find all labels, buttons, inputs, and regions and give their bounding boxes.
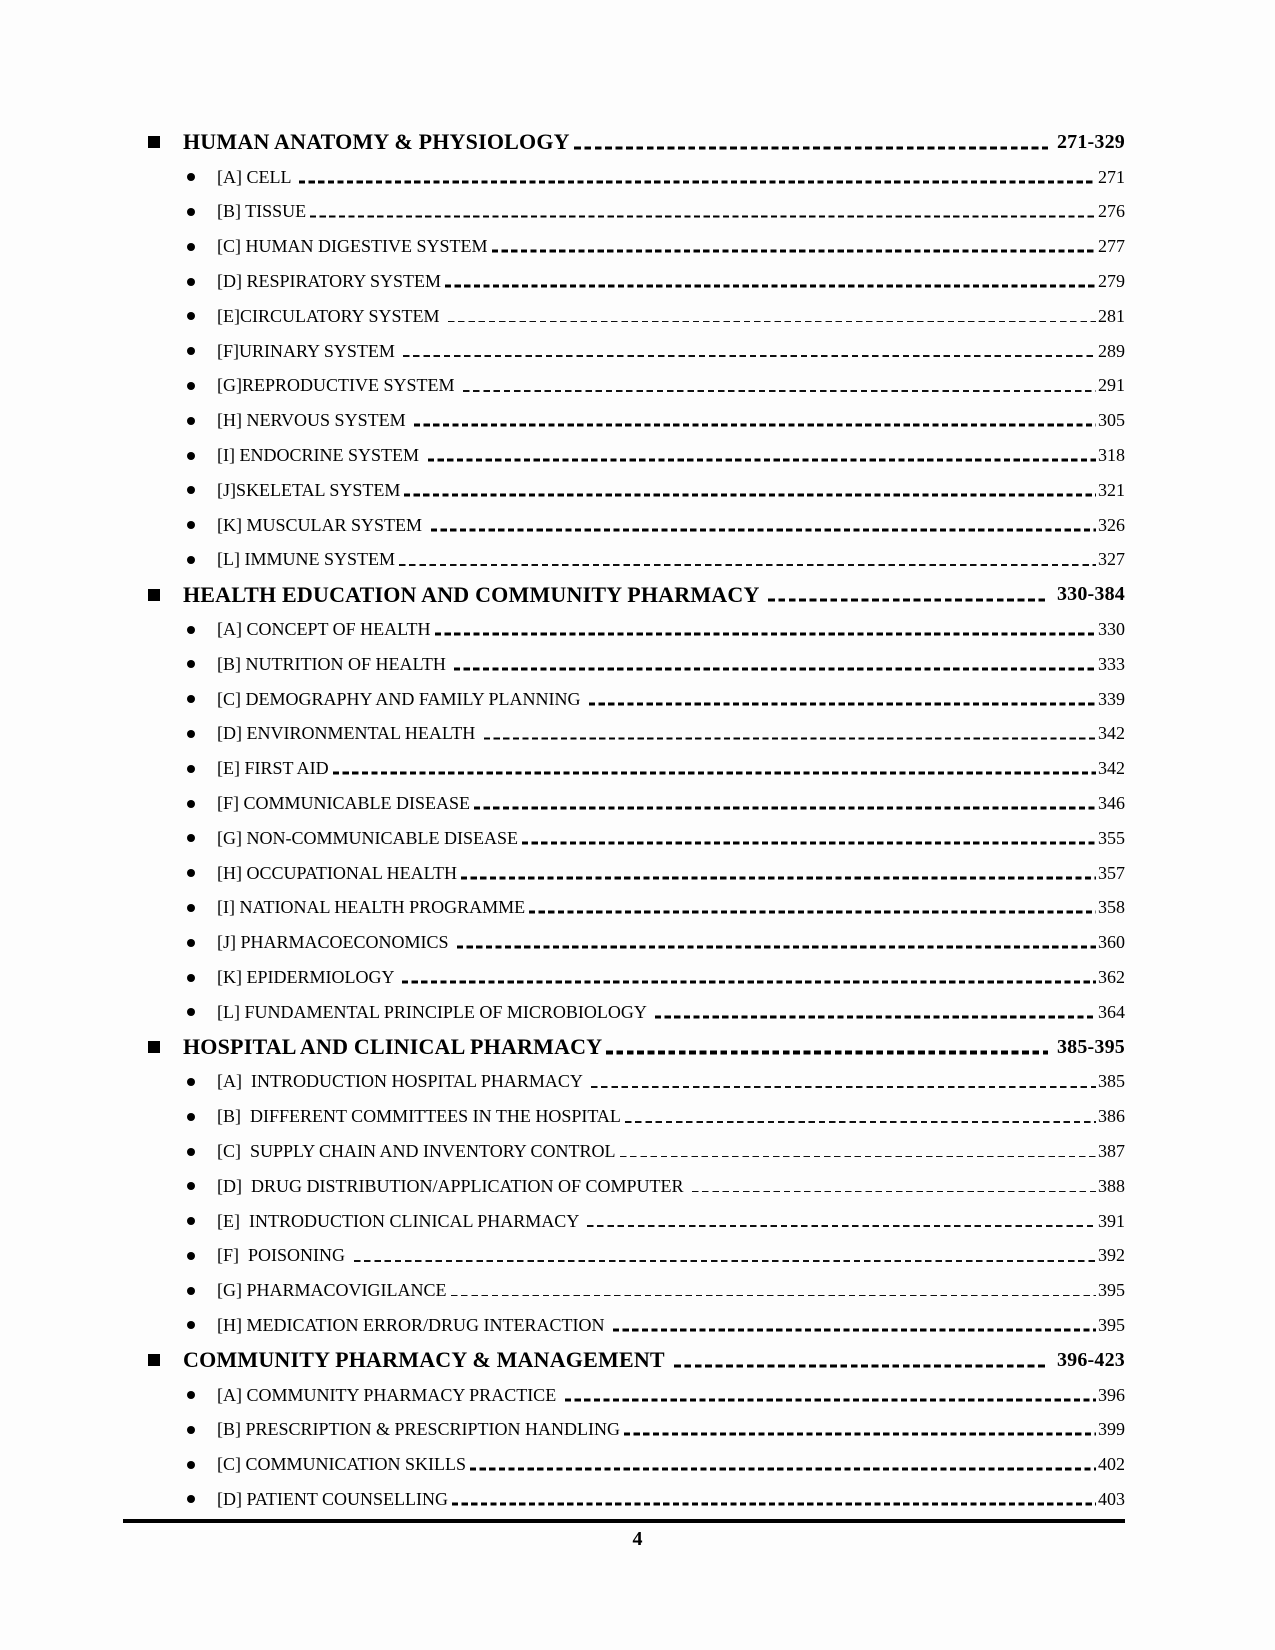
toc-item-label: [L] FUNDAMENTAL PRINCIPLE OF MICROBIOLOGY bbox=[217, 1001, 651, 1022]
footer-divider bbox=[123, 1519, 1125, 1523]
toc-item bbox=[148, 369, 1125, 404]
toc-item bbox=[148, 1134, 1125, 1169]
dot-bullet-icon bbox=[187, 417, 195, 425]
toc-section bbox=[148, 1030, 1125, 1343]
dotted-leader bbox=[574, 146, 1048, 149]
dot-bullet-icon bbox=[187, 800, 195, 808]
toc-item-label: [D] ENVIRONMENTAL HEALTH bbox=[217, 723, 480, 744]
toc-section-title: COMMUNITY PHARMACY & MANAGEMENT bbox=[183, 1347, 671, 1373]
toc-item-page: 402 bbox=[1098, 1454, 1125, 1475]
dotted-leader bbox=[461, 876, 1096, 879]
toc-section-title: HUMAN ANATOMY & PHYSIOLOGY bbox=[183, 129, 570, 155]
toc-item bbox=[148, 1273, 1125, 1308]
toc-item-page: 277 bbox=[1098, 236, 1125, 257]
toc-item-label: [G] PHARMACOVIGILANCE bbox=[217, 1280, 447, 1301]
toc-item-page: 276 bbox=[1098, 201, 1125, 222]
toc-item-page: 385 bbox=[1098, 1071, 1125, 1092]
dot-bullet-icon bbox=[187, 312, 195, 320]
toc-item-label: [K] EPIDERMIOLOGY bbox=[217, 967, 399, 988]
table-of-contents bbox=[148, 125, 1125, 1517]
toc-item-label: [F]URINARY SYSTEM bbox=[217, 340, 400, 361]
toc-item bbox=[148, 717, 1125, 752]
dotted-leader bbox=[474, 807, 1096, 810]
toc-section-page-range: 271-329 bbox=[1056, 130, 1125, 153]
toc-section-items bbox=[148, 1378, 1125, 1517]
toc-item-page: 403 bbox=[1098, 1488, 1125, 1509]
dot-bullet-icon bbox=[187, 765, 195, 773]
toc-item-label: [F] COMMUNICABLE DISEASE bbox=[217, 793, 471, 814]
toc-item-label: [B] NUTRITION OF HEALTH bbox=[217, 653, 451, 674]
dot-bullet-icon bbox=[187, 834, 195, 842]
toc-section-items bbox=[148, 1065, 1125, 1343]
toc-item-label: [B] PRESCRIPTION & PRESCRIPTION HANDLING bbox=[217, 1419, 621, 1440]
toc-item-page: 333 bbox=[1098, 653, 1125, 674]
dot-bullet-icon bbox=[187, 243, 195, 251]
dot-bullet-icon bbox=[187, 695, 195, 703]
dotted-leader bbox=[463, 390, 1096, 392]
square-bullet-icon bbox=[148, 136, 160, 148]
toc-item bbox=[148, 473, 1125, 508]
toc-item-label: [G] NON-COMMUNICABLE DISEASE bbox=[217, 827, 518, 848]
toc-item-label: [C] HUMAN DIGESTIVE SYSTEM bbox=[217, 236, 488, 257]
square-bullet-icon bbox=[148, 589, 160, 601]
toc-section bbox=[148, 577, 1125, 1029]
toc-section-page-range: 330-384 bbox=[1056, 583, 1125, 606]
square-bullet-icon bbox=[148, 1041, 160, 1053]
toc-item bbox=[148, 1065, 1125, 1100]
dotted-leader bbox=[529, 911, 1096, 914]
toc-item bbox=[148, 1204, 1125, 1239]
toc-item-page: 346 bbox=[1098, 793, 1125, 814]
toc-item-label: [I] ENDOCRINE SYSTEM bbox=[217, 445, 424, 466]
dotted-leader bbox=[404, 493, 1096, 496]
toc-item bbox=[148, 682, 1125, 717]
toc-item bbox=[148, 1169, 1125, 1204]
dotted-leader bbox=[454, 667, 1096, 670]
dotted-leader bbox=[492, 250, 1097, 253]
dotted-leader bbox=[435, 633, 1096, 636]
dot-bullet-icon bbox=[187, 347, 195, 355]
dotted-leader bbox=[587, 1225, 1096, 1227]
square-bullet-icon bbox=[148, 1354, 160, 1366]
toc-section-page-range: 385-395 bbox=[1056, 1035, 1125, 1058]
toc-item bbox=[148, 751, 1125, 786]
dot-bullet-icon bbox=[187, 660, 195, 668]
toc-item-label: [H] NERVOUS SYSTEM bbox=[217, 410, 411, 431]
toc-item-page: 387 bbox=[1098, 1141, 1125, 1161]
toc-item-label: [C] DEMOGRAPHY AND FAMILY PLANNING bbox=[217, 688, 586, 709]
dot-bullet-icon bbox=[187, 486, 195, 494]
toc-section-items bbox=[148, 612, 1125, 1030]
toc-item-page: 318 bbox=[1098, 445, 1125, 466]
toc-item-page: 360 bbox=[1098, 932, 1125, 953]
toc-item-page: 281 bbox=[1098, 305, 1125, 326]
dotted-leader bbox=[655, 1015, 1096, 1018]
toc-item-label: [A] INTRODUCTION HOSPITAL PHARMACY bbox=[217, 1071, 587, 1092]
toc-item-label: [E] INTRODUCTION CLINICAL PHARMACY bbox=[217, 1210, 584, 1231]
dot-bullet-icon bbox=[187, 730, 195, 738]
toc-item-page: 339 bbox=[1098, 688, 1125, 709]
toc-section-heading bbox=[148, 1030, 1125, 1065]
dotted-leader bbox=[565, 1398, 1096, 1401]
toc-item-label: [A] CELL bbox=[217, 166, 296, 187]
dotted-leader bbox=[354, 1260, 1096, 1262]
toc-item-label: [L] IMMUNE SYSTEM bbox=[217, 549, 395, 570]
toc-item-page: 342 bbox=[1098, 758, 1125, 779]
toc-item-page: 291 bbox=[1098, 375, 1125, 396]
dot-bullet-icon bbox=[187, 1182, 195, 1190]
toc-item-label: [B] TISSUE bbox=[217, 201, 307, 222]
dot-bullet-icon bbox=[187, 1217, 195, 1225]
dotted-leader bbox=[399, 564, 1096, 566]
dot-bullet-icon bbox=[187, 1461, 195, 1469]
dotted-leader bbox=[674, 1364, 1048, 1367]
toc-item bbox=[148, 1099, 1125, 1134]
dot-bullet-icon bbox=[187, 1078, 195, 1086]
toc-item-label: [A] COMMUNITY PHARMACY PRACTICE bbox=[217, 1384, 561, 1405]
toc-item-label: [E]CIRCULATORY SYSTEM bbox=[217, 305, 445, 326]
toc-section-page-range: 396-423 bbox=[1056, 1348, 1125, 1371]
toc-item-label: [D] DRUG DISTRIBUTION/APPLICATION OF COMPUTER bbox=[217, 1175, 689, 1196]
toc-item-page: 271 bbox=[1098, 166, 1125, 187]
toc-item bbox=[148, 1412, 1125, 1447]
toc-item bbox=[148, 299, 1125, 334]
toc-item bbox=[148, 995, 1125, 1030]
dotted-leader bbox=[333, 772, 1096, 775]
toc-item bbox=[148, 508, 1125, 543]
dot-bullet-icon bbox=[187, 173, 195, 181]
toc-item-label: [C] COMMUNICATION SKILLS bbox=[217, 1454, 467, 1475]
toc-item bbox=[148, 160, 1125, 195]
toc-item-page: 279 bbox=[1098, 271, 1125, 292]
toc-item-label: [C] SUPPLY CHAIN AND INVENTORY CONTROL bbox=[217, 1141, 616, 1161]
toc-item-page: 395 bbox=[1098, 1280, 1125, 1301]
toc-section-items bbox=[148, 160, 1125, 578]
toc-item-label: [H] MEDICATION ERROR/DRUG INTERACTION bbox=[217, 1314, 609, 1335]
dot-bullet-icon bbox=[187, 1391, 195, 1399]
dot-bullet-icon bbox=[187, 869, 195, 877]
dot-bullet-icon bbox=[187, 939, 195, 947]
dotted-leader bbox=[403, 355, 1096, 357]
toc-item-page: 364 bbox=[1098, 1001, 1125, 1022]
toc-item bbox=[148, 856, 1125, 891]
toc-item bbox=[148, 1378, 1125, 1413]
dotted-leader bbox=[402, 981, 1096, 984]
dot-bullet-icon bbox=[187, 1113, 195, 1121]
dotted-leader bbox=[470, 1468, 1096, 1471]
toc-item-page: 326 bbox=[1098, 514, 1125, 535]
toc-section-heading bbox=[148, 1343, 1125, 1378]
toc-section bbox=[148, 125, 1125, 577]
toc-item bbox=[148, 543, 1125, 578]
dot-bullet-icon bbox=[187, 1495, 195, 1503]
toc-item bbox=[148, 195, 1125, 230]
dot-bullet-icon bbox=[187, 974, 195, 982]
toc-item bbox=[148, 821, 1125, 856]
dotted-leader bbox=[620, 1156, 1096, 1158]
toc-item bbox=[148, 438, 1125, 473]
dotted-leader bbox=[768, 599, 1047, 602]
toc-item-page: 330 bbox=[1098, 619, 1125, 640]
toc-item-label: [A] CONCEPT OF HEALTH bbox=[217, 619, 431, 640]
toc-item-page: 357 bbox=[1098, 862, 1125, 883]
toc-item-page: 358 bbox=[1098, 897, 1125, 918]
dotted-leader bbox=[624, 1433, 1096, 1436]
toc-item-page: 305 bbox=[1098, 410, 1125, 431]
dot-bullet-icon bbox=[187, 382, 195, 390]
toc-item-label: [J] PHARMACOECONOMICS bbox=[217, 932, 454, 953]
toc-item bbox=[148, 229, 1125, 264]
toc-item-page: 327 bbox=[1098, 549, 1125, 570]
dotted-leader bbox=[625, 1121, 1096, 1123]
dot-bullet-icon bbox=[187, 1148, 195, 1156]
toc-item bbox=[148, 1308, 1125, 1343]
toc-item-page: 355 bbox=[1098, 827, 1125, 848]
dotted-leader bbox=[522, 841, 1096, 844]
dotted-leader bbox=[310, 215, 1096, 218]
dot-bullet-icon bbox=[187, 1426, 195, 1434]
toc-item-page: 386 bbox=[1098, 1106, 1125, 1127]
toc-item-label: [D] RESPIRATORY SYSTEM bbox=[217, 271, 442, 292]
toc-item bbox=[148, 264, 1125, 299]
toc-item-label: [B] DIFFERENT COMMITTEES IN THE HOSPITAL bbox=[217, 1106, 621, 1127]
page-number: 4 bbox=[632, 1528, 643, 1550]
toc-item bbox=[148, 1447, 1125, 1482]
dot-bullet-icon bbox=[187, 1252, 195, 1260]
dotted-leader bbox=[448, 321, 1096, 323]
toc-item bbox=[148, 403, 1125, 438]
toc-item-page: 362 bbox=[1098, 967, 1125, 988]
dot-bullet-icon bbox=[187, 1287, 195, 1295]
toc-item bbox=[148, 647, 1125, 682]
toc-item bbox=[148, 786, 1125, 821]
toc-item-page: 396 bbox=[1098, 1384, 1125, 1405]
toc-item-page: 289 bbox=[1098, 340, 1125, 361]
toc-item-label: [G]REPRODUCTIVE SYSTEM bbox=[217, 375, 460, 396]
toc-item bbox=[148, 1482, 1125, 1517]
toc-item bbox=[148, 960, 1125, 995]
dotted-leader bbox=[445, 285, 1096, 288]
toc-item bbox=[148, 1239, 1125, 1274]
dot-bullet-icon bbox=[187, 452, 195, 460]
dotted-leader bbox=[414, 424, 1096, 427]
toc-section bbox=[148, 1343, 1125, 1517]
dot-bullet-icon bbox=[187, 556, 195, 564]
dotted-leader bbox=[428, 459, 1097, 462]
toc-section-title: HEALTH EDUCATION AND COMMUNITY PHARMACY bbox=[183, 581, 765, 607]
toc-item-page: 342 bbox=[1098, 723, 1125, 744]
dotted-leader bbox=[484, 737, 1096, 740]
dot-bullet-icon bbox=[187, 626, 195, 634]
dotted-leader bbox=[451, 1295, 1097, 1297]
toc-item-label: [H] OCCUPATIONAL HEALTH bbox=[217, 862, 458, 883]
dot-bullet-icon bbox=[187, 521, 195, 529]
dot-bullet-icon bbox=[187, 208, 195, 216]
toc-item-label: [K] MUSCULAR SYSTEM bbox=[217, 514, 427, 535]
toc-item-label: [D] PATIENT COUNSELLING bbox=[217, 1488, 448, 1509]
toc-item-page: 395 bbox=[1098, 1314, 1125, 1335]
toc-item bbox=[148, 925, 1125, 960]
dotted-leader bbox=[692, 1191, 1096, 1193]
toc-item-label: [I] NATIONAL HEALTH PROGRAMME bbox=[217, 897, 526, 918]
dot-bullet-icon bbox=[187, 904, 195, 912]
dot-bullet-icon bbox=[187, 1321, 195, 1329]
toc-item-page: 388 bbox=[1098, 1175, 1125, 1196]
toc-item bbox=[148, 334, 1125, 369]
toc-item bbox=[148, 612, 1125, 647]
toc-item-page: 399 bbox=[1098, 1419, 1125, 1440]
dotted-leader bbox=[299, 180, 1096, 183]
dot-bullet-icon bbox=[187, 1008, 195, 1016]
dotted-leader bbox=[591, 1086, 1096, 1088]
dotted-leader bbox=[452, 1503, 1096, 1506]
dot-bullet-icon bbox=[187, 278, 195, 286]
dotted-leader bbox=[457, 946, 1096, 949]
dotted-leader bbox=[431, 528, 1096, 531]
toc-section-heading bbox=[148, 577, 1125, 612]
dotted-leader bbox=[613, 1329, 1096, 1332]
toc-item-page: 391 bbox=[1098, 1210, 1125, 1231]
toc-section-heading bbox=[148, 125, 1125, 160]
toc-item-label: [F] POISONING bbox=[217, 1245, 350, 1266]
toc-item-label: [E] FIRST AID bbox=[217, 758, 329, 779]
toc-item-page: 321 bbox=[1098, 479, 1125, 500]
toc-item-label: [J]SKELETAL SYSTEM bbox=[217, 479, 401, 500]
dotted-leader bbox=[589, 702, 1096, 705]
toc-item bbox=[148, 891, 1125, 926]
dotted-leader bbox=[606, 1051, 1048, 1054]
toc-section-title: HOSPITAL AND CLINICAL PHARMACY bbox=[183, 1034, 603, 1060]
toc-item-page: 392 bbox=[1098, 1245, 1125, 1266]
